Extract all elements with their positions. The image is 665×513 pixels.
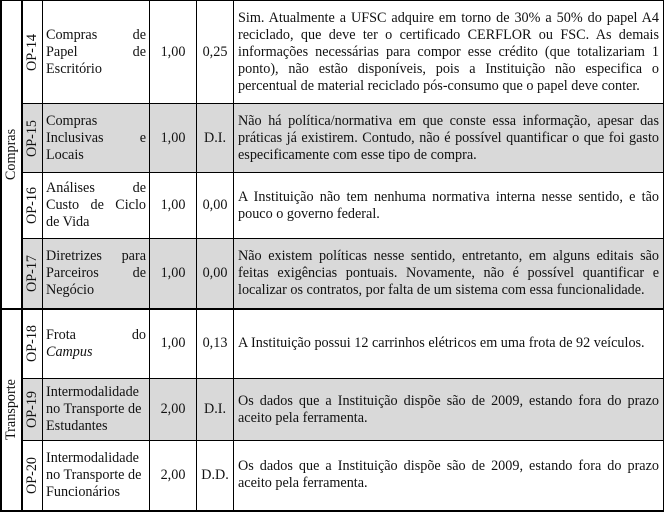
row-value-max: 2,00 (150, 379, 197, 441)
row-name-part (46, 327, 146, 344)
code-cell (22, 379, 43, 441)
row-code: OP-14 (24, 33, 40, 71)
row-value-max: 1,00 (150, 104, 197, 173)
code-cell (22, 173, 43, 239)
category-cell (1, 309, 22, 511)
row-value-max: 1,00 (150, 309, 197, 379)
code-cell (22, 104, 43, 173)
row-name: Compras de Papel de Escritório (43, 1, 150, 104)
code-cell (22, 441, 43, 511)
row-value-score: D.I. (197, 104, 234, 173)
table-row (1, 104, 664, 173)
row-description: Os dados que a Instituição dispõe são de 2009, estando fora do prazo aceito pela ferramenta. (234, 441, 664, 511)
table-row (1, 1, 664, 104)
category-label: Transporte (3, 379, 19, 440)
code-cell (22, 239, 43, 309)
row-value-score: 0,13 (197, 309, 234, 379)
row-code: OP-19 (24, 390, 40, 429)
row-description: Sim. Atualmente a UFSC adquire em torno de 30% a 50% do papel A4 reciclado, que deve ter o certificado CERFLOR ou FSC. As demais informações necessárias para compor esse crédito (que totalizariam 1 ponto), não estão disponíveis, pois a Instituição não especifica o percentual de material reciclado pós-consumo que o papel deve conter. (234, 1, 664, 104)
row-value-score: 0,00 (197, 173, 234, 239)
row-value-score: D.I. (197, 379, 234, 441)
row-value-score: 0,00 (197, 239, 234, 309)
code-cell (22, 1, 43, 104)
code-cell (22, 309, 43, 379)
row-name: Compras Inclusivas e Locais (43, 104, 150, 173)
category-cell (1, 1, 22, 309)
row-value-max: 1,00 (150, 239, 197, 309)
row-description: Os dados que a Instituição dispõe são de 2009, estando fora do prazo aceito pela ferramenta. (234, 379, 664, 441)
row-name: Análises de Custo de Ciclo de Vida (43, 173, 150, 239)
table-row (1, 309, 664, 379)
table-row (1, 441, 664, 511)
row-name-italic: Campus (46, 343, 93, 360)
row-name-word: Frota (46, 326, 76, 343)
row-name-word: do (131, 326, 146, 343)
row-description: Não há política/normativa em que conste essa informação, apesar das práticas já existirem. Contudo, não é possível quantificar o que foi gasto especificamente com esse tipo de compra. (234, 104, 664, 173)
row-code: OP-20 (24, 456, 40, 494)
row-code: OP-15 (24, 119, 40, 157)
row-name: Diretrizes para Parceiros de Negócio (43, 239, 150, 309)
row-code: OP-17 (24, 254, 40, 292)
row-value-max: 1,00 (150, 1, 197, 104)
row-value-max: 1,00 (150, 173, 197, 239)
row-name (43, 309, 150, 379)
row-value-score: D.D. (197, 441, 234, 511)
row-description: A Instituição não tem nenhuma normativa interna nesse sentido, e tão pouco o governo federal. (234, 173, 664, 239)
row-name: Intermodalidade no Transporte de Funcionários (43, 441, 150, 511)
category-label: Compras (3, 128, 20, 180)
row-code: OP-18 (24, 325, 40, 363)
row-name: Intermodalidade no Transporte de Estudantes (43, 379, 150, 441)
row-value-score: 0,25 (197, 1, 234, 104)
row-description: Não existem políticas nesse sentido, entretanto, em alguns editais são feitas exigências pontuais. Novamente, não é possível quantificar e localizar os contratos, por falta de um sistema com essa funcionalidade. (234, 239, 664, 309)
row-code: OP-16 (24, 186, 40, 225)
table-row (1, 379, 664, 441)
row-value-max: 2,00 (150, 441, 197, 511)
row-description: A Instituição possui 12 carrinhos elétricos em uma frota de 92 veículos. (234, 309, 664, 379)
table-row (1, 239, 664, 309)
table-row (1, 173, 664, 239)
